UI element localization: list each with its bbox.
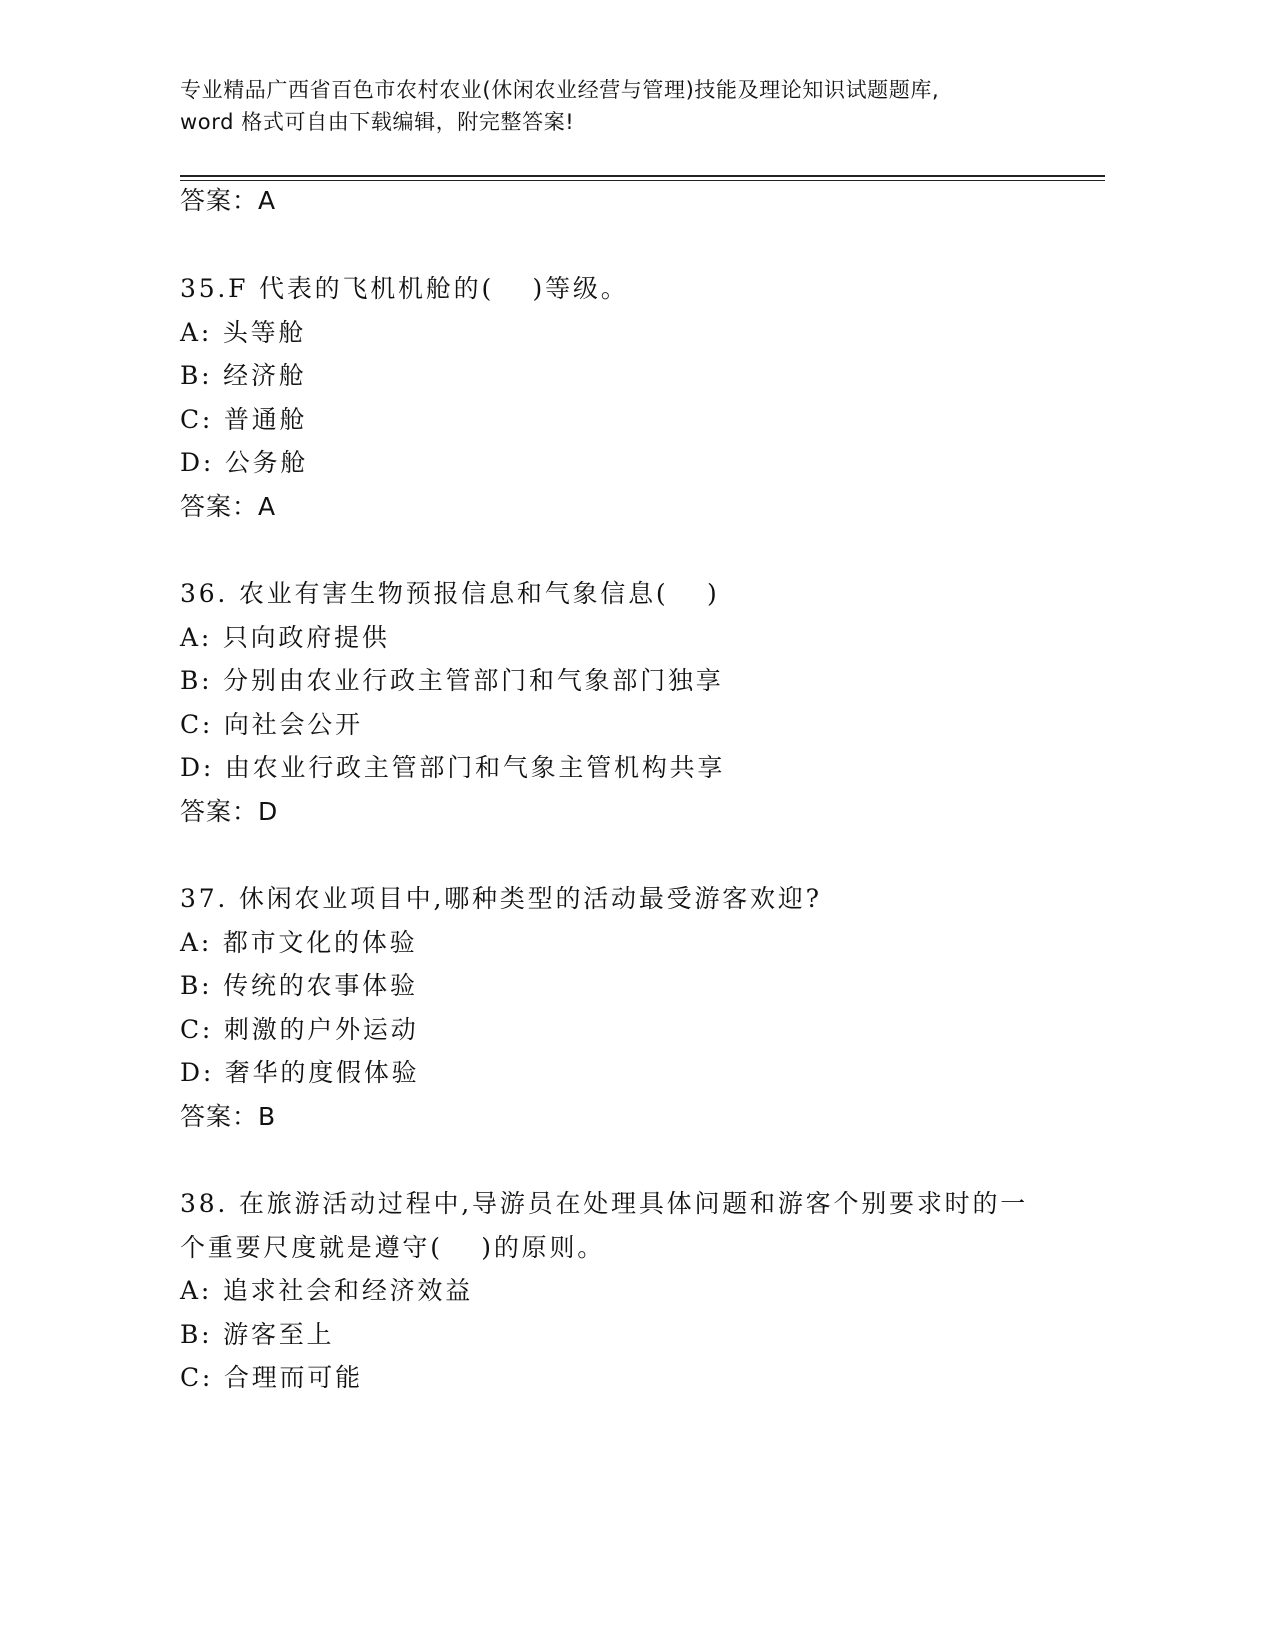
question-38-line-2: 个重要尺度就是遵守( )的原则。 bbox=[180, 1233, 606, 1262]
header-rule-thin bbox=[180, 180, 1105, 181]
option-35-b: B: 经济舱 bbox=[180, 361, 307, 390]
option-38-c: C: 合理而可能 bbox=[180, 1363, 363, 1392]
document-header bbox=[180, 74, 1060, 138]
option-38-b: B: 游客至上 bbox=[180, 1320, 335, 1349]
option-35-c: C: 普通舱 bbox=[180, 405, 308, 434]
option-37-a: A: 都市文化的体验 bbox=[180, 928, 418, 957]
option-37-b: B: 传统的农事体验 bbox=[180, 971, 418, 1000]
answer-value: A bbox=[258, 186, 277, 215]
option-35-a: A: 头等舱 bbox=[180, 318, 307, 347]
answer-label: 答案： bbox=[180, 492, 259, 521]
answer-37 bbox=[180, 1102, 276, 1132]
option-37-c: C: 刺激的户外运动 bbox=[180, 1015, 419, 1044]
answer-value: B bbox=[258, 1102, 277, 1131]
option-36-c: C: 向社会公开 bbox=[180, 710, 363, 739]
answer-value: D bbox=[258, 797, 279, 826]
answer-36 bbox=[180, 797, 278, 827]
answer-label: 答案： bbox=[180, 186, 259, 215]
option-35-d: D: 公务舱 bbox=[180, 448, 309, 477]
header-line-2: word 格式可自由下载编辑，附完整答案! bbox=[180, 110, 575, 134]
option-36-b: B: 分别由农业行政主管部门和气象部门独享 bbox=[180, 666, 724, 695]
question-36: 36. 农业有害生物预报信息和气象信息( ) bbox=[180, 579, 720, 608]
question-35: 35.F 代表的飞机机舱的( )等级。 bbox=[180, 274, 629, 303]
option-38-a: A: 追求社会和经济效益 bbox=[180, 1276, 474, 1305]
answer-label: 答案： bbox=[180, 1102, 259, 1131]
option-36-a: A: 只向政府提供 bbox=[180, 623, 390, 652]
question-37: 37. 休闲农业项目中,哪种类型的活动最受游客欢迎? bbox=[180, 884, 822, 913]
question-38-line-1: 38. 在旅游活动过程中,导游员在处理具体问题和游客个别要求时的一 bbox=[180, 1189, 1029, 1218]
header-rule-thick bbox=[180, 175, 1105, 177]
option-36-d: D: 由农业行政主管部门和气象主管机构共享 bbox=[180, 753, 726, 782]
header-line-1: 专业精品广西省百色市农村农业(休闲农业经营与管理)技能及理论知识试题题库, bbox=[180, 78, 940, 102]
answer-value: A bbox=[258, 492, 277, 521]
option-37-d: D: 奢华的度假体验 bbox=[180, 1058, 420, 1087]
answer-35 bbox=[180, 492, 276, 522]
answer-34 bbox=[180, 186, 276, 216]
answer-label: 答案： bbox=[180, 797, 259, 826]
